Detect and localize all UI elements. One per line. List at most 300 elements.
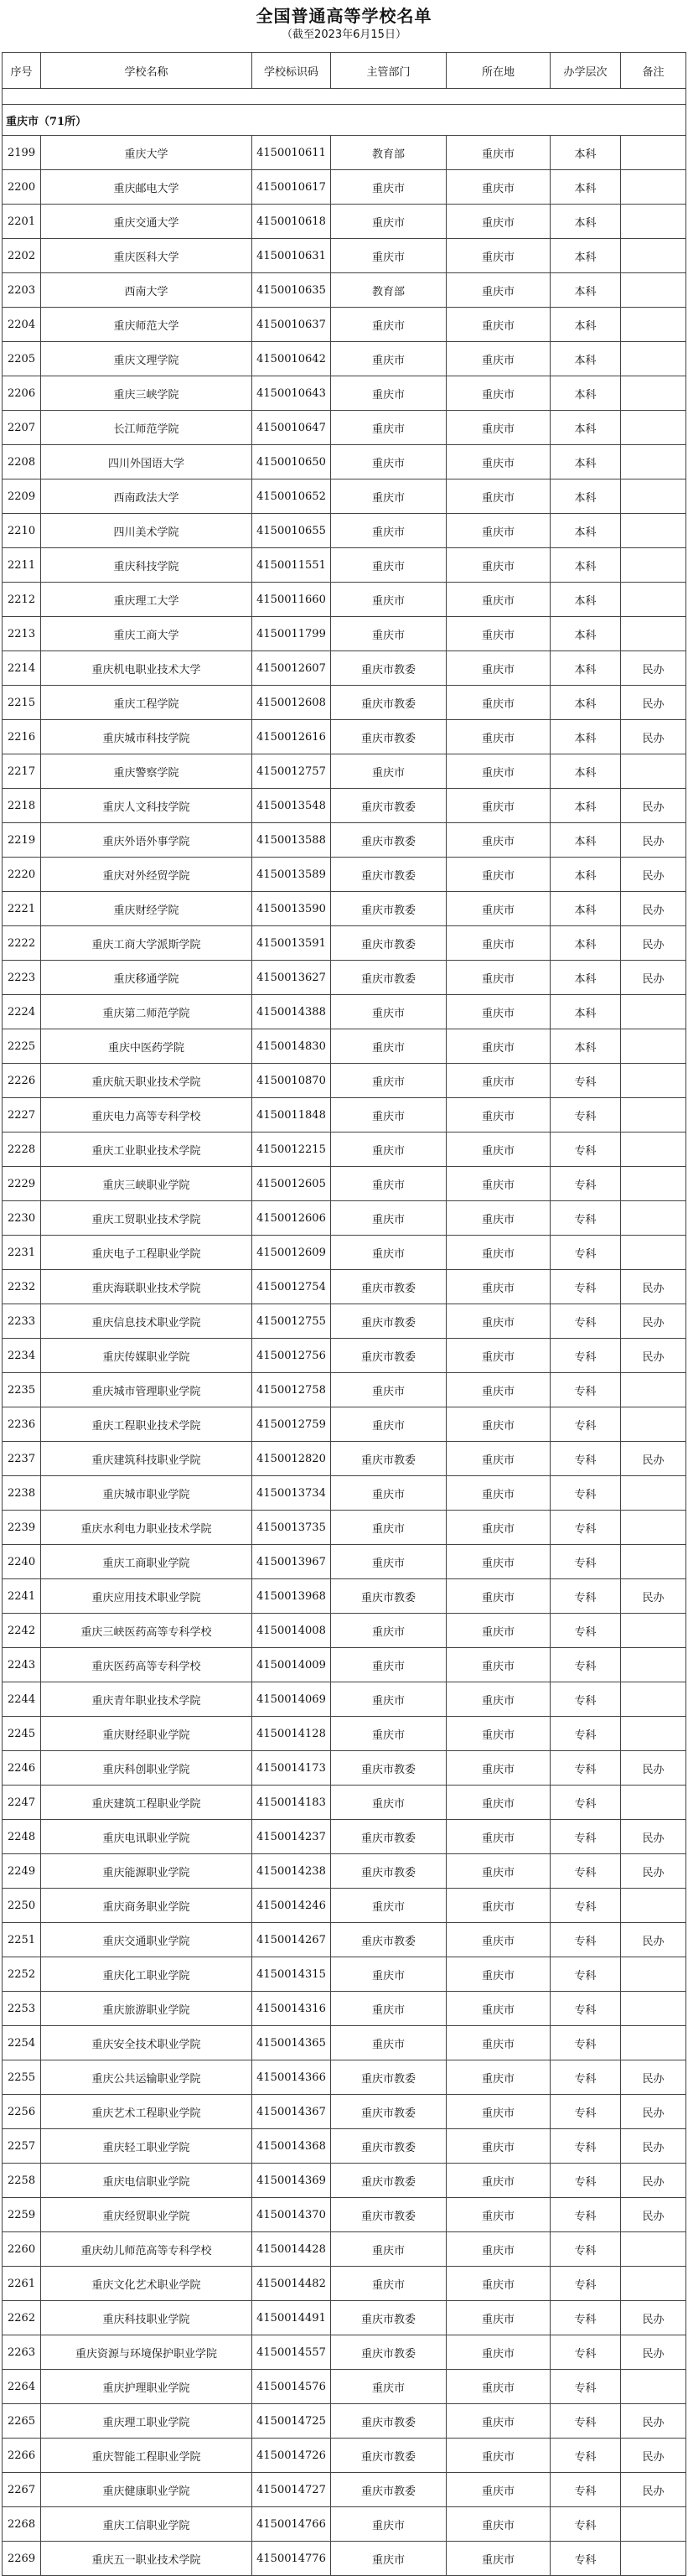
cell-level: 专科 [551, 1442, 621, 1476]
cell-dept: 重庆市 [331, 308, 447, 342]
table-row [3, 583, 686, 617]
cell-name: 重庆工业职业技术学院 [41, 1133, 252, 1167]
cell-note: 民办 [621, 961, 686, 995]
cell-level: 专科 [551, 2439, 621, 2473]
cell-note [621, 2370, 686, 2404]
cell-note [621, 1957, 686, 1992]
cell-location: 重庆市 [447, 1511, 551, 1545]
cell-level: 本科 [551, 376, 621, 411]
cell-dept: 重庆市教委 [331, 1579, 447, 1614]
cell-code: 4150013588 [252, 823, 331, 858]
cell-location: 重庆市 [447, 1201, 551, 1236]
cell-level: 专科 [551, 1304, 621, 1339]
cell-location: 重庆市 [447, 2267, 551, 2301]
cell-name: 四川美术学院 [41, 514, 252, 548]
cell-no: 2228 [3, 1133, 41, 1167]
cell-name: 重庆护理职业学院 [41, 2370, 252, 2404]
cell-note: 民办 [621, 2335, 686, 2370]
cell-no: 2239 [3, 1511, 41, 1545]
table-row [3, 2542, 686, 2576]
cell-note [621, 1133, 686, 1167]
cell-no: 2266 [3, 2439, 41, 2473]
cell-location: 重庆市 [447, 1270, 551, 1304]
cell-location: 重庆市 [447, 514, 551, 548]
cell-code: 4150012607 [252, 651, 331, 686]
cell-level: 本科 [551, 858, 621, 892]
cell-level: 本科 [551, 617, 621, 651]
cell-dept: 重庆市教委 [331, 1304, 447, 1339]
cell-dept: 重庆市 [331, 1992, 447, 2026]
cell-dept: 重庆市 [331, 2507, 447, 2542]
cell-no: 2267 [3, 2473, 41, 2507]
cell-location: 重庆市 [447, 1820, 551, 1854]
cell-note: 民办 [621, 858, 686, 892]
header-no: 序号 [3, 53, 41, 89]
cell-name: 重庆五一职业技术学院 [41, 2542, 252, 2576]
cell-no: 2237 [3, 1442, 41, 1476]
cell-level: 本科 [551, 720, 621, 754]
cell-code: 4150014008 [252, 1614, 331, 1648]
table-row [3, 2301, 686, 2335]
cell-no: 2255 [3, 2060, 41, 2095]
cell-code: 4150014557 [252, 2335, 331, 2370]
cell-dept: 重庆市教委 [331, 2473, 447, 2507]
cell-name: 重庆工信职业学院 [41, 2507, 252, 2542]
cell-note [621, 583, 686, 617]
cell-level: 专科 [551, 1923, 621, 1957]
cell-location: 重庆市 [447, 2164, 551, 2198]
cell-note: 民办 [621, 1579, 686, 1614]
cell-level: 本科 [551, 961, 621, 995]
cell-code: 4150013734 [252, 1476, 331, 1511]
cell-code: 4150013589 [252, 858, 331, 892]
cell-no: 2251 [3, 1923, 41, 1957]
cell-location: 重庆市 [447, 1442, 551, 1476]
cell-note [621, 411, 686, 445]
cell-level: 专科 [551, 1889, 621, 1923]
table-row [3, 1717, 686, 1751]
cell-location: 重庆市 [447, 583, 551, 617]
cell-name: 长江师范学院 [41, 411, 252, 445]
cell-code: 4150012616 [252, 720, 331, 754]
cell-dept: 重庆市 [331, 1167, 447, 1201]
cell-name: 重庆科创职业学院 [41, 1751, 252, 1786]
table-row [3, 1407, 686, 1442]
table-row [3, 1957, 686, 1992]
cell-location: 重庆市 [447, 1064, 551, 1098]
cell-level: 本科 [551, 754, 621, 789]
cell-name: 重庆移通学院 [41, 961, 252, 995]
cell-dept: 重庆市 [331, 342, 447, 376]
cell-level: 专科 [551, 2060, 621, 2095]
table-row [3, 1854, 686, 1889]
cell-code: 4150014366 [252, 2060, 331, 2095]
table-row [3, 720, 686, 754]
cell-note [621, 239, 686, 273]
cell-dept: 重庆市 [331, 1407, 447, 1442]
cell-location: 重庆市 [447, 1992, 551, 2026]
cell-note [621, 1786, 686, 1820]
table-row [3, 514, 686, 548]
table-row [3, 479, 686, 514]
cell-level: 专科 [551, 1579, 621, 1614]
cell-location: 重庆市 [447, 2198, 551, 2232]
cell-dept: 重庆市 [331, 583, 447, 617]
cell-note: 民办 [621, 1270, 686, 1304]
cell-level: 本科 [551, 651, 621, 686]
table-row [3, 1098, 686, 1133]
table-row [3, 2267, 686, 2301]
cell-note [621, 1545, 686, 1579]
cell-note [621, 479, 686, 514]
cell-no: 2260 [3, 2232, 41, 2267]
table-row [3, 926, 686, 961]
cell-no: 2235 [3, 1373, 41, 1407]
cell-name: 重庆工程学院 [41, 686, 252, 720]
table-row [3, 1339, 686, 1373]
cell-no: 2212 [3, 583, 41, 617]
cell-name: 重庆三峡学院 [41, 376, 252, 411]
cell-location: 重庆市 [447, 2335, 551, 2370]
cell-note [621, 376, 686, 411]
cell-code: 4150010655 [252, 514, 331, 548]
table-row [3, 2026, 686, 2060]
cell-note [621, 1029, 686, 1064]
cell-location: 重庆市 [447, 1236, 551, 1270]
cell-note [621, 170, 686, 205]
cell-level: 专科 [551, 2335, 621, 2370]
cell-level: 专科 [551, 1339, 621, 1373]
cell-note: 民办 [621, 926, 686, 961]
cell-code: 4150014368 [252, 2129, 331, 2164]
cell-name: 重庆师范大学 [41, 308, 252, 342]
cell-no: 2236 [3, 1407, 41, 1442]
cell-no: 2242 [3, 1614, 41, 1648]
cell-level: 专科 [551, 1407, 621, 1442]
cell-name: 重庆中医药学院 [41, 1029, 252, 1064]
cell-location: 重庆市 [447, 2301, 551, 2335]
cell-location: 重庆市 [447, 1751, 551, 1786]
cell-level: 专科 [551, 2026, 621, 2060]
cell-name: 重庆财经学院 [41, 892, 252, 926]
cell-dept: 重庆市教委 [331, 2198, 447, 2232]
cell-level: 专科 [551, 1167, 621, 1201]
cell-note [621, 1992, 686, 2026]
cell-name: 重庆传媒职业学院 [41, 1339, 252, 1373]
cell-code: 4150014238 [252, 1854, 331, 1889]
cell-level: 本科 [551, 273, 621, 308]
cell-no: 2233 [3, 1304, 41, 1339]
cell-location: 重庆市 [447, 858, 551, 892]
cell-no: 2209 [3, 479, 41, 514]
cell-location: 重庆市 [447, 308, 551, 342]
cell-dept: 重庆市教委 [331, 651, 447, 686]
cell-level: 本科 [551, 583, 621, 617]
cell-note [621, 1682, 686, 1717]
cell-code: 4150010631 [252, 239, 331, 273]
cell-dept: 重庆市 [331, 205, 447, 239]
cell-location: 重庆市 [447, 2439, 551, 2473]
cell-name: 重庆智能工程职业学院 [41, 2439, 252, 2473]
table-row [3, 892, 686, 926]
cell-dept: 重庆市教委 [331, 961, 447, 995]
cell-code: 4150014776 [252, 2542, 331, 2576]
cell-note [621, 754, 686, 789]
cell-code: 4150014183 [252, 1786, 331, 1820]
table-row [3, 1820, 686, 1854]
cell-level: 专科 [551, 1992, 621, 2026]
cell-location: 重庆市 [447, 2060, 551, 2095]
cell-no: 2201 [3, 205, 41, 239]
cell-dept: 重庆市 [331, 2267, 447, 2301]
cell-location: 重庆市 [447, 1579, 551, 1614]
cell-level: 本科 [551, 342, 621, 376]
cell-dept: 重庆市 [331, 1648, 447, 1682]
cell-no: 2221 [3, 892, 41, 926]
cell-note [621, 445, 686, 479]
cell-level: 专科 [551, 1717, 621, 1751]
cell-level: 本科 [551, 1029, 621, 1064]
cell-location: 重庆市 [447, 995, 551, 1029]
cell-code: 4150011799 [252, 617, 331, 651]
cell-location: 重庆市 [447, 548, 551, 583]
header-location: 所在地 [447, 53, 551, 89]
cell-location: 重庆市 [447, 479, 551, 514]
cell-no: 2216 [3, 720, 41, 754]
cell-name: 重庆城市科技学院 [41, 720, 252, 754]
table-row [3, 342, 686, 376]
table-row [3, 1545, 686, 1579]
cell-level: 本科 [551, 995, 621, 1029]
cell-name: 重庆机电职业技术大学 [41, 651, 252, 686]
cell-code: 4150014246 [252, 1889, 331, 1923]
cell-location: 重庆市 [447, 1957, 551, 1992]
cell-location: 重庆市 [447, 1304, 551, 1339]
cell-no: 2257 [3, 2129, 41, 2164]
cell-code: 4150014726 [252, 2439, 331, 2473]
cell-dept: 重庆市教委 [331, 2164, 447, 2198]
header-row [3, 53, 686, 89]
cell-no: 2208 [3, 445, 41, 479]
cell-level: 专科 [551, 1648, 621, 1682]
cell-location: 重庆市 [447, 1476, 551, 1511]
cell-location: 重庆市 [447, 170, 551, 205]
cell-location: 重庆市 [447, 136, 551, 170]
cell-level: 专科 [551, 1751, 621, 1786]
cell-dept: 重庆市教委 [331, 2335, 447, 2370]
cell-dept: 重庆市教委 [331, 2095, 447, 2129]
cell-location: 重庆市 [447, 2473, 551, 2507]
cell-dept: 重庆市教委 [331, 1339, 447, 1373]
cell-code: 4150010870 [252, 1064, 331, 1098]
cell-code: 4150010652 [252, 479, 331, 514]
cell-level: 本科 [551, 823, 621, 858]
cell-no: 2238 [3, 1476, 41, 1511]
cell-location: 重庆市 [447, 2370, 551, 2404]
cell-note: 民办 [621, 720, 686, 754]
cell-note: 民办 [621, 1442, 686, 1476]
cell-location: 重庆市 [447, 1614, 551, 1648]
cell-name: 重庆邮电大学 [41, 170, 252, 205]
cell-dept: 重庆市 [331, 548, 447, 583]
cell-no: 2240 [3, 1545, 41, 1579]
cell-name: 重庆医药高等专科学校 [41, 1648, 252, 1682]
cell-name: 重庆电子工程职业学院 [41, 1236, 252, 1270]
spacer-cell [3, 89, 686, 105]
cell-location: 重庆市 [447, 342, 551, 376]
header-level: 办学层次 [551, 53, 621, 89]
cell-no: 2264 [3, 2370, 41, 2404]
cell-code: 4150012608 [252, 686, 331, 720]
cell-location: 重庆市 [447, 2095, 551, 2129]
cell-note: 民办 [621, 2404, 686, 2439]
cell-location: 重庆市 [447, 1133, 551, 1167]
table-row [3, 1476, 686, 1511]
cell-no: 2225 [3, 1029, 41, 1064]
cell-level: 专科 [551, 2542, 621, 2576]
cell-dept: 重庆市 [331, 376, 447, 411]
cell-note: 民办 [621, 2198, 686, 2232]
cell-no: 2224 [3, 995, 41, 1029]
table-row [3, 1270, 686, 1304]
cell-level: 专科 [551, 2370, 621, 2404]
table-row [3, 308, 686, 342]
cell-no: 2211 [3, 548, 41, 583]
cell-location: 重庆市 [447, 1682, 551, 1717]
cell-code: 4150014267 [252, 1923, 331, 1957]
cell-no: 2217 [3, 754, 41, 789]
cell-dept: 教育部 [331, 136, 447, 170]
cell-code: 4150014315 [252, 1957, 331, 1992]
cell-name: 重庆警察学院 [41, 754, 252, 789]
cell-location: 重庆市 [447, 239, 551, 273]
table-row [3, 2232, 686, 2267]
table-row [3, 2164, 686, 2198]
cell-no: 2262 [3, 2301, 41, 2335]
cell-note: 民办 [621, 651, 686, 686]
cell-code: 4150010647 [252, 411, 331, 445]
cell-note: 民办 [621, 2439, 686, 2473]
cell-level: 本科 [551, 136, 621, 170]
cell-level: 专科 [551, 1545, 621, 1579]
table-row [3, 1029, 686, 1064]
cell-name: 西南政法大学 [41, 479, 252, 514]
cell-note [621, 1167, 686, 1201]
cell-note [621, 1407, 686, 1442]
region-label: 重庆市（71所） [3, 105, 686, 136]
cell-no: 2231 [3, 1236, 41, 1270]
cell-no: 2222 [3, 926, 41, 961]
cell-level: 专科 [551, 1064, 621, 1098]
cell-dept: 重庆市教委 [331, 892, 447, 926]
table-row [3, 1304, 686, 1339]
cell-level: 本科 [551, 205, 621, 239]
cell-location: 重庆市 [447, 205, 551, 239]
cell-note [621, 548, 686, 583]
cell-name: 西南大学 [41, 273, 252, 308]
cell-location: 重庆市 [447, 1889, 551, 1923]
cell-note: 民办 [621, 1751, 686, 1786]
cell-name: 重庆第二师范学院 [41, 995, 252, 1029]
cell-level: 专科 [551, 2507, 621, 2542]
cell-note [621, 1373, 686, 1407]
cell-code: 4150011551 [252, 548, 331, 583]
cell-dept: 重庆市 [331, 1236, 447, 1270]
cell-no: 2232 [3, 1270, 41, 1304]
table-row [3, 1992, 686, 2026]
cell-name: 重庆工商大学 [41, 617, 252, 651]
cell-location: 重庆市 [447, 2026, 551, 2060]
table-row [3, 1889, 686, 1923]
cell-code: 4150014128 [252, 1717, 331, 1751]
cell-dept: 重庆市 [331, 170, 447, 205]
cell-name: 重庆工程职业技术学院 [41, 1407, 252, 1442]
cell-name: 重庆资源与环境保护职业学院 [41, 2335, 252, 2370]
cell-no: 2215 [3, 686, 41, 720]
cell-no: 2254 [3, 2026, 41, 2060]
cell-note: 民办 [621, 1304, 686, 1339]
cell-dept: 重庆市教委 [331, 2439, 447, 2473]
cell-dept: 重庆市 [331, 1201, 447, 1236]
cell-note: 民办 [621, 789, 686, 823]
cell-no: 2206 [3, 376, 41, 411]
cell-level: 本科 [551, 892, 621, 926]
cell-location: 重庆市 [447, 1407, 551, 1442]
cell-no: 2230 [3, 1201, 41, 1236]
cell-code: 4150011660 [252, 583, 331, 617]
cell-code: 4150012609 [252, 1236, 331, 1270]
cell-name: 重庆大学 [41, 136, 252, 170]
table-row [3, 2507, 686, 2542]
cell-note [621, 1098, 686, 1133]
cell-name: 重庆电力高等专科学校 [41, 1098, 252, 1133]
cell-name: 重庆幼儿师范高等专科学校 [41, 2232, 252, 2267]
cell-no: 2256 [3, 2095, 41, 2129]
cell-dept: 重庆市 [331, 1957, 447, 1992]
cell-code: 4150014370 [252, 2198, 331, 2232]
cell-note [621, 273, 686, 308]
cell-note: 民办 [621, 2095, 686, 2129]
table-row [3, 2060, 686, 2095]
cell-code: 4150013591 [252, 926, 331, 961]
cell-level: 专科 [551, 1511, 621, 1545]
cell-level: 专科 [551, 2267, 621, 2301]
table-row [3, 1511, 686, 1545]
table-row [3, 823, 686, 858]
cell-code: 4150012820 [252, 1442, 331, 1476]
cell-dept: 重庆市 [331, 1064, 447, 1098]
cell-name: 重庆交通大学 [41, 205, 252, 239]
document-subtitle: （截至2023年6月15日） [282, 29, 406, 41]
table-row [3, 205, 686, 239]
cell-location: 重庆市 [447, 2129, 551, 2164]
cell-code: 4150012757 [252, 754, 331, 789]
cell-name: 重庆安全技术职业学院 [41, 2026, 252, 2060]
table-row [3, 2129, 686, 2164]
cell-dept: 重庆市 [331, 1889, 447, 1923]
cell-dept: 重庆市 [331, 1373, 447, 1407]
cell-dept: 重庆市 [331, 2232, 447, 2267]
cell-no: 2234 [3, 1339, 41, 1373]
cell-no: 2244 [3, 1682, 41, 1717]
table-row [3, 686, 686, 720]
cell-note: 民办 [621, 2060, 686, 2095]
cell-note: 民办 [621, 2164, 686, 2198]
cell-note [621, 342, 686, 376]
cell-note: 民办 [621, 2129, 686, 2164]
cell-code: 4150014369 [252, 2164, 331, 2198]
cell-name: 重庆青年职业技术学院 [41, 1682, 252, 1717]
